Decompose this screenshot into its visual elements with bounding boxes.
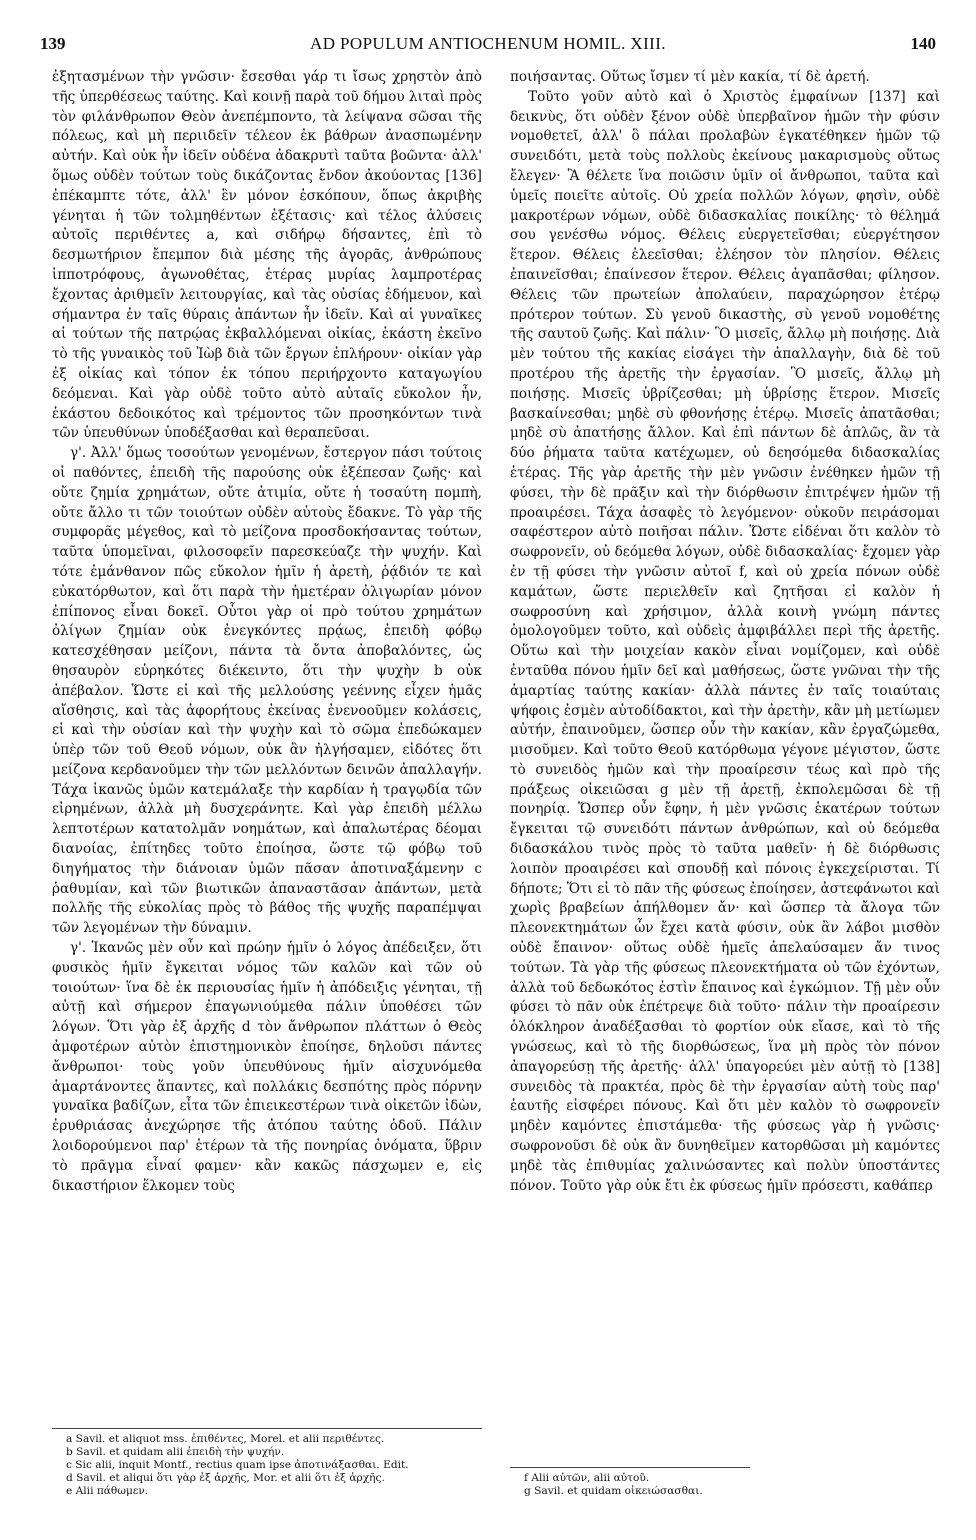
footnote: c Sic alii, inquit Montf., rectius quam ipse ἀποτινάξασθαι. Edit. xyxy=(66,1459,409,1471)
paragraph: γ'. Ἀλλ' ὅμως τοσούτων γενομένων, ἔστεργον πάσι τούτοις οἱ παθόντες, ἐπειδὴ τῆς παρούσης οὐκ ἐξέπεσαν ζωῆς· καὶ οὔτε ζημία χρημάτων, οὔτε ἀτιμία, οὔτε ἡ τοσαύτη πομπὴ, οὔτε ἄλλο τι τῶν τοιούτων οὐδὲν αὐτοὺς ἔδακνε. Τὸ γὰρ τῆς συμφορᾶς μέγεθος, καὶ τὸ μείζονα προσδοκήσαντας τούτων, ταῦτα ὑπομεῖναι, φιλοσοφεῖν παρεσκεύαζε τὴν ψυχήν. Καὶ τότε ἐμάνθανον πῶς εὔκολον ἡμῖν ἡ ἀρετὴ, ῥᾴδιόν τε καὶ εὐκατόρθωτον, καὶ ὅτι παρὰ τὴν ἡμετέραν ὀλιγωρίαν μόνον ἐπίπονος εἶναι δοκεῖ. Οὗτοι γὰρ οἱ πρὸ τούτου χρημάτων ὀλίγων ζημίαν οὐκ ἐνεγκόντες πρᾴως, ἐπειδὴ φόβῳ κατεσχέθησαν μείζονι, πάντα τὰ ὄντα ἀποβαλόντες, ὡς θησαυρὸν εὑρηκότες διέκειντο, ὅτι τὴν ψυχὴν b οὐκ ἀπέβαλον. Ὥστε εἰ καὶ τῆς μελλούσης γεέννης εἶχεν ἡμᾶς αἴσθησις, καὶ τὰς ἀφορήτους ἐκείνας ἐνενοοῦμεν κολάσεις, εἰ καὶ τὴν οὐσίαν καὶ τὴν ψυχὴν καὶ τὸ σῶμα ἐπεδώκαμεν ὑπὲρ τῶν τοῦ Θεοῦ νόμων, οὐκ ἂν ἠλγήσαμεν, εἰδότες ὅτι μείζονα κερδανοῦμεν τὴν τῶν μελλόντων δεινῶν ἀπαλλαγήν. Τάχα ἱκανῶς ὑμῶν κατεμάλαξε τὴν καρδίαν ἡ τραγῳδία τῶν εἰρημένων, ἀλλὰ μὴ δυσχεράνητε. Καὶ γὰρ ἐπειδὴ μέλλω λεπτοτέρων κατατολμᾶν νοημάτων, καὶ ἁπαλωτέρας δέομαι διανοίας, ἐπίτηδες τοῦτο ἐποίησα, ὥστε τῷ φόβῳ τοῦ διηγήματος τὴν διάνοιαν ὑμῶν πᾶσαν ἀποτιναξάμενην c ῥαθυμίαν, καὶ τῶν βιωτικῶν ἀπαναστᾶσαν ἀπάντων, μετὰ πολλῆς τῆς εὐκολίας πρὸς τὸ βάθος τῆς ψυχῆς παραπέμψαι τῶν λεγομένων τὴν δύναμιν. xyxy=(52,445,482,937)
paragraph: ἐξητασμένων τὴν γνῶσιν· ἔσεσθαι γάρ τι ἴσως χρηστὸν ἀπὸ τῆς ὑπερθέσεως ταύτης. Καὶ κοινῇ παρὰ τοῦ δήμου λιταὶ πρὸς τὸν φιλάνθρωπον Θεὸν ἀνεπέμποντο, τὰ λείψανα σῶσαι τῆς πόλεως, καὶ μὴ περιιδεῖν τέλεον ἐκ βάθρων ἀνασπωμένην αὐτήν. Καὶ οὐκ ἦν ἰδεῖν οὐδένα ἀδακρυτὶ ταῦτα βοῶντα· ἀλλ' ὅμως οὐδὲν τούτων τοὺς δικάζοντας ἔνδον ἀκούοντας [136] ἐπέκαμπτε τότε, ἀλλ' ἓν μόνον ἐσκόπουν, ὅπως ἀκριβὴς γένηται ἡ τῶν τολμηθέντων ἐξέτασις· καὶ τέλος ἁλύσεις αὐτοῖς περιθέντες a, καὶ σιδήρῳ δήσαντες, ἐπὶ τὸ δεσμωτήριον ἔπεμπον διὰ μέσης τῆς ἀγορᾶς, ἀνθρώπους ἱπποτρόφους, ἀγωνοθέτας, ἑτέρας μυρίας λαμπροτέρας ἔχοντας ἀριθμεῖν λειτουργίας, καὶ τὰς οὐσίας ἐδήμευον, καὶ σήμαντρα ἐν ταῖς θύραις ἁπάντων ἦν ἰδεῖν. Καὶ αἱ γυναῖκες αἱ τούτων τῆς πατρῴας ἐκβαλλόμεναι οἰκίας, ἑκάστη ἐκεῖνο τὸ τῆς γυναικὸς τοῦ Ἰὼβ διὰ τῶν ἔργων ἐπλήρουν· οἰκίαν γὰρ ἐξ οἰκίας καὶ τόπον ἐκ τόπου περιήρχοντο καταγωγίου δεόμεναι. Καὶ γὰρ οὐδὲ τοῦτο αὐτὸ αὐταῖς εὔκολον ἦν, ἑκάστου δεδοικότος καὶ τρέμοντος τῶν προσηκόντων τινὰ τῶν ὑπευθύνων ὑποδέξασθαι καὶ θεραπεῦσαι. xyxy=(52,69,482,442)
page-number-left: 139 xyxy=(40,34,66,53)
paragraph: γ'. Ἱκανῶς μὲν οὖν καὶ πρώην ἡμῖν ὁ λόγος ἀπέδειξεν, ὅτι φυσικὸς ἡμῖν ἔγκειται νόμος τῶν καλῶν καὶ τῶν οὐ τοιούτων· ἵνα δὲ ἐκ περιουσίας ἡμῖν ἡ ἀπόδειξις γένηται, τῇ αὐτῇ καὶ σήμερον ἐπαγωνιούμεθα πάλιν ὑποθέσει τῶν λόγων. Ὅτι γὰρ ἐξ ἀρχῆς d τὸν ἄνθρωπον πλάττων ὁ Θεὸς ἀμφοτέρων αὐτὸν ἐπιστημονικὸν ἐποίησε, δηλοῦσι πάντες ἄνθρωποι· τοὺς γοῦν ὑπευθύνους ἡμῖν αἰσχυνόμεθα ἁμαρτάνοντες ἅπαντες, καὶ πολλάκις δεσπότης πρὸς πόρνην γυναῖκα βαδίζων, εἶτα τῶν ἐπιεικεστέρων τινὰ οἰκετῶν ἰδὼν, ἐρυθριάσας ἀνεχώρησε τῆς ἀτόπου ταύτης ὁδοῦ. Πάλιν λοιδορούμενοι παρ' ἑτέρων τὰ τῆς πονηρίας ὀνόματα, ὕβριν τὸ πρᾶγμα εἶναί φαμεν· κἂν κακῶς πάσχωμεν e, εἰς δικαστήριον ἕλκομεν τοὺς xyxy=(52,940,482,1194)
right-column-text xyxy=(510,68,940,1196)
column-gutter xyxy=(496,68,497,1498)
footnote: a Savil. et aliquot mss. ἐπιθέντες, Morel. et alii περιθέντες. xyxy=(66,1433,385,1445)
footnote: d Savil. et aliqui ὅτι γὰρ ἐξ ἀρχῆς, Mor. et alii ὅτι ἐξ ἀρχῆς. xyxy=(66,1472,385,1484)
running-header xyxy=(40,34,936,58)
left-column-text xyxy=(52,68,482,1196)
right-footnotes xyxy=(510,1467,750,1498)
footnote: e Alii πάθωμεν. xyxy=(66,1485,149,1497)
paragraph: ποιήσαντας. Οὕτως ἴσμεν τί μὲν κακία, τί δὲ ἀρετή. xyxy=(510,69,870,85)
running-title: AD POPULUM ANTIOCHENUM HOMIL. XIII. xyxy=(310,34,666,53)
left-footnotes xyxy=(52,1428,482,1498)
footnote: b Savil. et quidam alii ἐπειδὴ τὴν ψυχήν. xyxy=(66,1446,285,1458)
page-number-right: 140 xyxy=(910,34,936,53)
left-column xyxy=(52,68,482,1498)
footnote: g Savil. et quidam οἰκειώσασθαι. xyxy=(524,1485,703,1497)
paragraph: Τοῦτο γοῦν αὐτὸ καὶ ὁ Χριστὸς ἐμφαίνων [137] καὶ δεικνὺς, ὅτι οὐδὲν ξένον οὐδὲ ὑπερβαῖνον ἡμῶν τὴν φύσιν νομοθετεῖ, ἀλλ' ὃ πάλαι προλαβὼν ἐγκατέθηκεν ἡμῶν τῷ συνειδότι, μετὰ τοὺς πολλοὺς ἐκείνους μακαρισμοὺς οὕτως ἔλεγεν· Ἃ θέλετε ἵνα ποιῶσιν ὑμῖν οἱ ἄνθρωποι, ταῦτα καὶ ὑμεῖς ποιεῖτε αὐτοῖς. Οὐ χρεία πολλῶν λόγων, φησὶν, οὐδὲ μακροτέρων νόμων, οὐδὲ διδασκαλίας ποικίλης· τὸ θέλημά σου γενέσθω νόμος. Θέλεις εὐεργετεῖσθαι; εὐεργέτησον ἕτερον. Θέλεις ἐλεεῖσθαι; ἐλέησον τὸν πλησίον. Θέλεις ἐπαινεῖσθαι; ἐπαίνεσον ἕτερον. Θέλεις ἀγαπᾶσθαι; φίλησον. Θέλεις τῶν πρωτείων ἀπολαύειν, παραχώρησον ἑτέρῳ πρότερον τούτων. Σὺ γενοῦ δικαστὴς, σὺ γενοῦ νομοθέτης τῆς σαυτοῦ ζωῆς. Καὶ πάλιν· Ὃ μισεῖς, ἄλλῳ μὴ ποιήσῃς. Διὰ μὲν τούτου τῆς κακίας εἰσάγει τὴν ἀπαλλαγὴν, διὰ δὲ τοῦ προτέρου τῆς ἀρετῆς τὴν ἐργασίαν. Ὃ μισεῖς, ἄλλῳ μὴ ποιήσῃς. Μισεῖς ὑβρίζεσθαι; μὴ ὑβρίσῃς ἕτερον. Μισεῖς βασκαίνεσθαι; μηδὲ σὺ φθονήσῃς ἑτέρῳ. Μισεῖς ἀπατᾶσθαι; μηδὲ σὺ ἀπατήσῃς ἄλλον. Καὶ ἐπὶ πάντων δὲ ἁπλῶς, ἂν τὰ δύο ῥήματα ταῦτα κατέχωμεν, οὐ δεησόμεθα διδασκαλίας ἑτέρας. Τῆς γὰρ ἀρετῆς τὴν μὲν γνῶσιν ἐνέθηκεν ἡμῶν τῇ φύσει, τὴν δὲ πρᾶξιν καὶ τὴν διόρθωσιν ἐπιτρέψεν ἡμῶν τῇ προαιρέσει. Τάχα ἀσαφὲς τὸ λεγόμενον· οὐκοῦν πειράσομαι σαφέστερον αὐτὸ ποιῆσαι πάλιν. Ὥστε εἰδέναι ὅτι καλὸν τὸ σωφρονεῖν, οὐ δεόμεθα λόγων, οὐδὲ διδασκαλίας· ἔχομεν γὰρ ἐν τῇ φύσει τὴν γνῶσιν αὐτοῖ f, καὶ οὐ χρεία πόνων οὐδὲ καμάτων, ὥστε περιελθεῖν καὶ ζητῆσαι εἰ καλὸν ἡ σωφροσύνη καὶ χρήσιμον, ἀλλὰ κοινὴ γνώμη πάντες ὁμολογοῦμεν τοῦτο, καὶ οὐδεὶς ἀμφιβάλλει περὶ τῆς ἀρετῆς. Οὕτω καὶ τὴν μοιχείαν κακὸν εἶναι νομίζομεν, καὶ οὐδὲ ἐνταῦθα πόνου ἡμῖν δεῖ καὶ μαθήσεως, ὥστε γνῶναι τὴν τῆς ἁμαρτίας ταύτης κακίαν· ἀλλὰ πάντες ἐν ταῖς τοιαύταις ψήφοις ἐσμὲν αὐτοδίδακτοι, καὶ τὴν ἀρετὴν, κἂν μὴ μετίωμεν αὐτήν, ἐπαινοῦμεν, ὥσπερ οὖν τὴν κακίαν, κἂν ἐργαζώμεθα, μισοῦμεν. Καὶ τοῦτο Θεοῦ κατόρθωμα γέγονε μέγιστον, ὥστε τὸ συνειδὸς ἡμῶν καὶ τὴν προαίρεσιν τέως καὶ πρὸ τῆς πράξεως οἰκειῶσαι g μὲν τῇ ἀρετῇ, ἐκπολεμῶσαι δὲ τῇ πονηρίᾳ. Ὥσπερ οὖν ἔφην, ἡ μὲν γνῶσις ἑκατέρων τούτων ἔγκειται τῷ συνειδότι πάντων ἀνθρώπων, καὶ οὐ δεόμεθα διδασκάλου τινὸς πρὸς τὸ ταῦτα μαθεῖν· ἡ δὲ διόρθωσις λοιπὸν προαιρέσει καὶ σπουδῇ καὶ πόνοις ἐγκεχείρισται. Τί δήποτε; Ὅτι εἰ τὸ πᾶν τῆς φύσεως ἐποίησεν, ἀστεφάνωτοι καὶ χωρὶς βραβείων ἀπήλθομεν ἄν· καὶ ὥσπερ τὰ ἄλογα τῶν πλεονεκτημάτων ὧν ἔχει κατὰ φύσιν, οὐκ ἂν λάβοι μισθὸν οὐδὲ ἔπαινον· οὕτως οὐδὲ ἡμεῖς ἀπελαύσαμεν ἄν τινος τούτων. Τὰ γὰρ τῆς φύσεως πλεονεκτήματα οὐ τῶν ἐχόντων, ἀλλὰ τοῦ δεδωκότος ἐστὶν ἔπαινος καὶ ἐγκώμιον. Τῇ μὲν οὖν φύσει τὸ πᾶν οὐκ ἐπέτρεψε διὰ τοῦτο· πάλιν τὴν προαίρεσιν ὁλόκληρον ἀναδέξασθαι τὸ φορτίον οὐκ εἴασε, καὶ τὸ τῆς γνώσεως, καὶ τὸ τῆς διορθώσεως, ἵνα μὴ πρὸς τὸν πόνον ἀπαγορεύσῃ τῆς ἀρετῆς· ἀλλ' ὑπαγορεύει μὲν αὐτῇ τὸ [138] συνειδὸς τὰ πρακτέα, πρὸς δὲ τὴν ἐργασίαν αὐτὴ τοὺς παρ' ἑαυτῆς εἰσφέρει πόνους. Καὶ ὅτι μὲν καλὸν τὸ σωφρονεῖν μηδὲν καμόντες ἐπιστάμεθα· τῆς φύσεως γὰρ ἡ γνῶσις· σωφρονοῦσι δὲ οὐκ ἂν δυνηθεῖμεν κατορθῶσαι μὴ καμόντες μηδὲ τὰς ἐπιθυμίας χαλινώσαντες καὶ πολὺν ὑποστάντες πόνον. Τοῦτο γὰρ οὐκ ἔτι ἐκ φύσεως ἡμῖν πρόσεστι, καθάπερ xyxy=(510,88,940,1194)
two-column-body xyxy=(52,68,940,1498)
right-column xyxy=(510,68,940,1498)
footnote: f Alii αὐτῶν, alii αὐτοῦ. xyxy=(524,1472,650,1484)
